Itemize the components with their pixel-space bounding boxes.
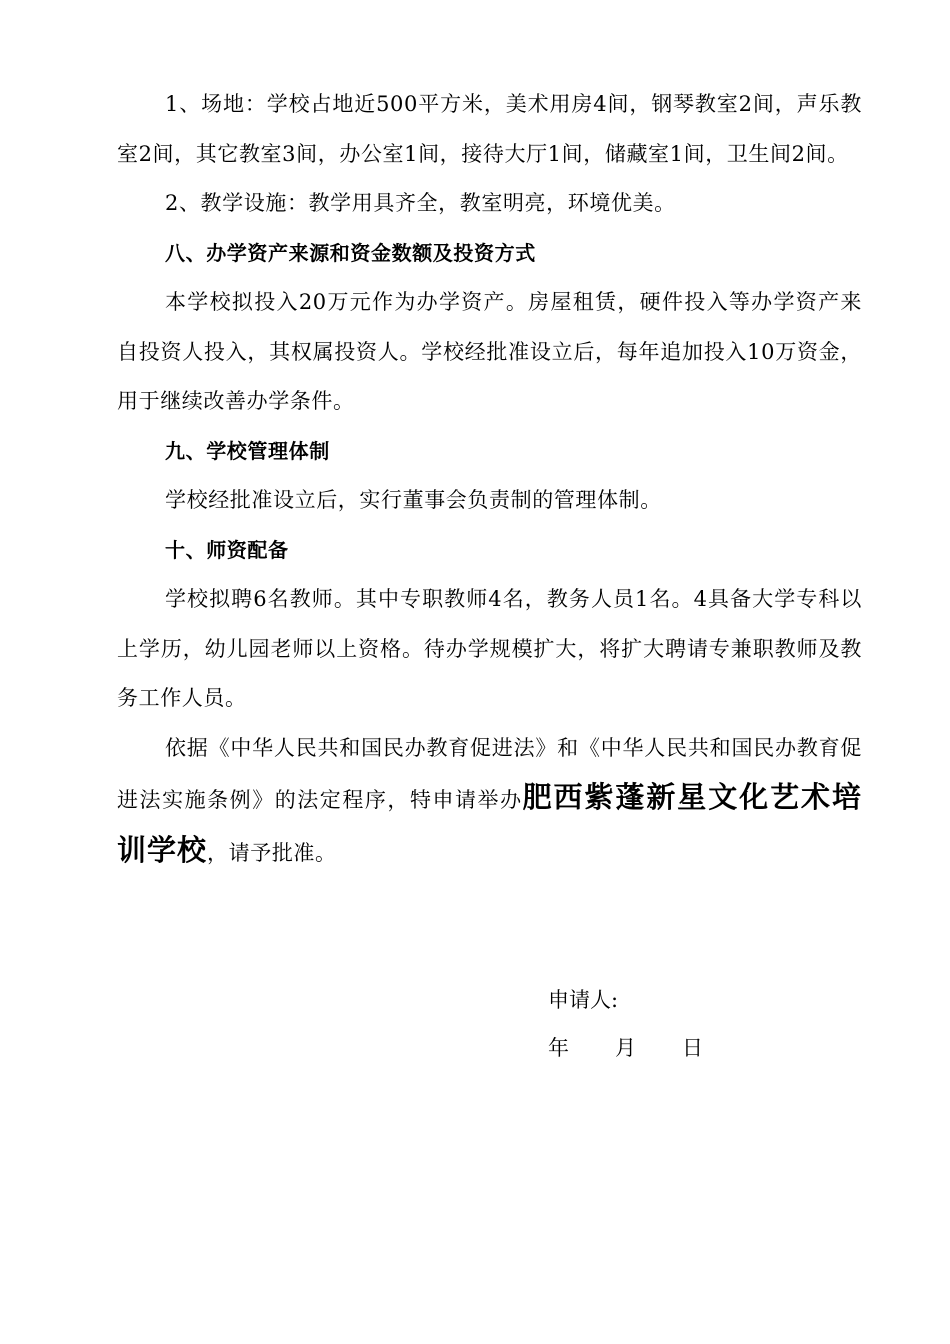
section-8-heading: 八、办学资产来源和资金数额及投资方式 [165, 240, 536, 265]
closing-suffix: ，请予批准。 [207, 840, 337, 865]
section-9-heading: 九、学校管理体制 [165, 438, 330, 463]
paragraph-venue: 1、场地：学校占地近500平方米，美术用房4间，钢琴教室2间，声乐教室2间，其它教室3间，办公室1间，接待大厅1间，储藏室1间，卫生间2间。 [117, 92, 862, 166]
document-body [117, 80, 862, 878]
closing-prefix: 依据《中华人民共和国民办教育促进法》和《中华人民共和国民办教育促进法实施条例》的法定程序，特申请举办 [117, 735, 862, 812]
section-8-body: 本学校拟投入20万元作为办学资产。房屋租赁，硬件投入等办学资产来自投资人投入，其权属投资人。学校经批准设立后，每年追加投入10万资金，用于继续改善办学条件。 [117, 290, 862, 413]
applicant-label: 申请人: [548, 988, 619, 1012]
signature-block [548, 976, 703, 1072]
paragraph-facilities: 2、教学设施：教学用具齐全，教室明亮，环境优美。 [165, 191, 676, 215]
section-9-body: 学校经批准设立后，实行董事会负责制的管理体制。 [165, 488, 662, 512]
school-name: 肥西紫蓬新星文化艺术培训学校 [117, 780, 862, 867]
date-line [548, 1024, 703, 1072]
date-year: 年 [548, 1036, 569, 1060]
date-month: 月 [615, 1036, 636, 1060]
date-day: 日 [682, 1036, 703, 1060]
section-10-body: 学校拟聘6名教师。其中专职教师4名，教务人员1名。4具备大学专科以上学历，幼儿园老师以上资格。待办学规模扩大，将扩大聘请专兼职教师及教务工作人员。 [117, 587, 862, 710]
closing-paragraph [117, 724, 862, 879]
section-10-heading: 十、师资配备 [165, 537, 289, 562]
